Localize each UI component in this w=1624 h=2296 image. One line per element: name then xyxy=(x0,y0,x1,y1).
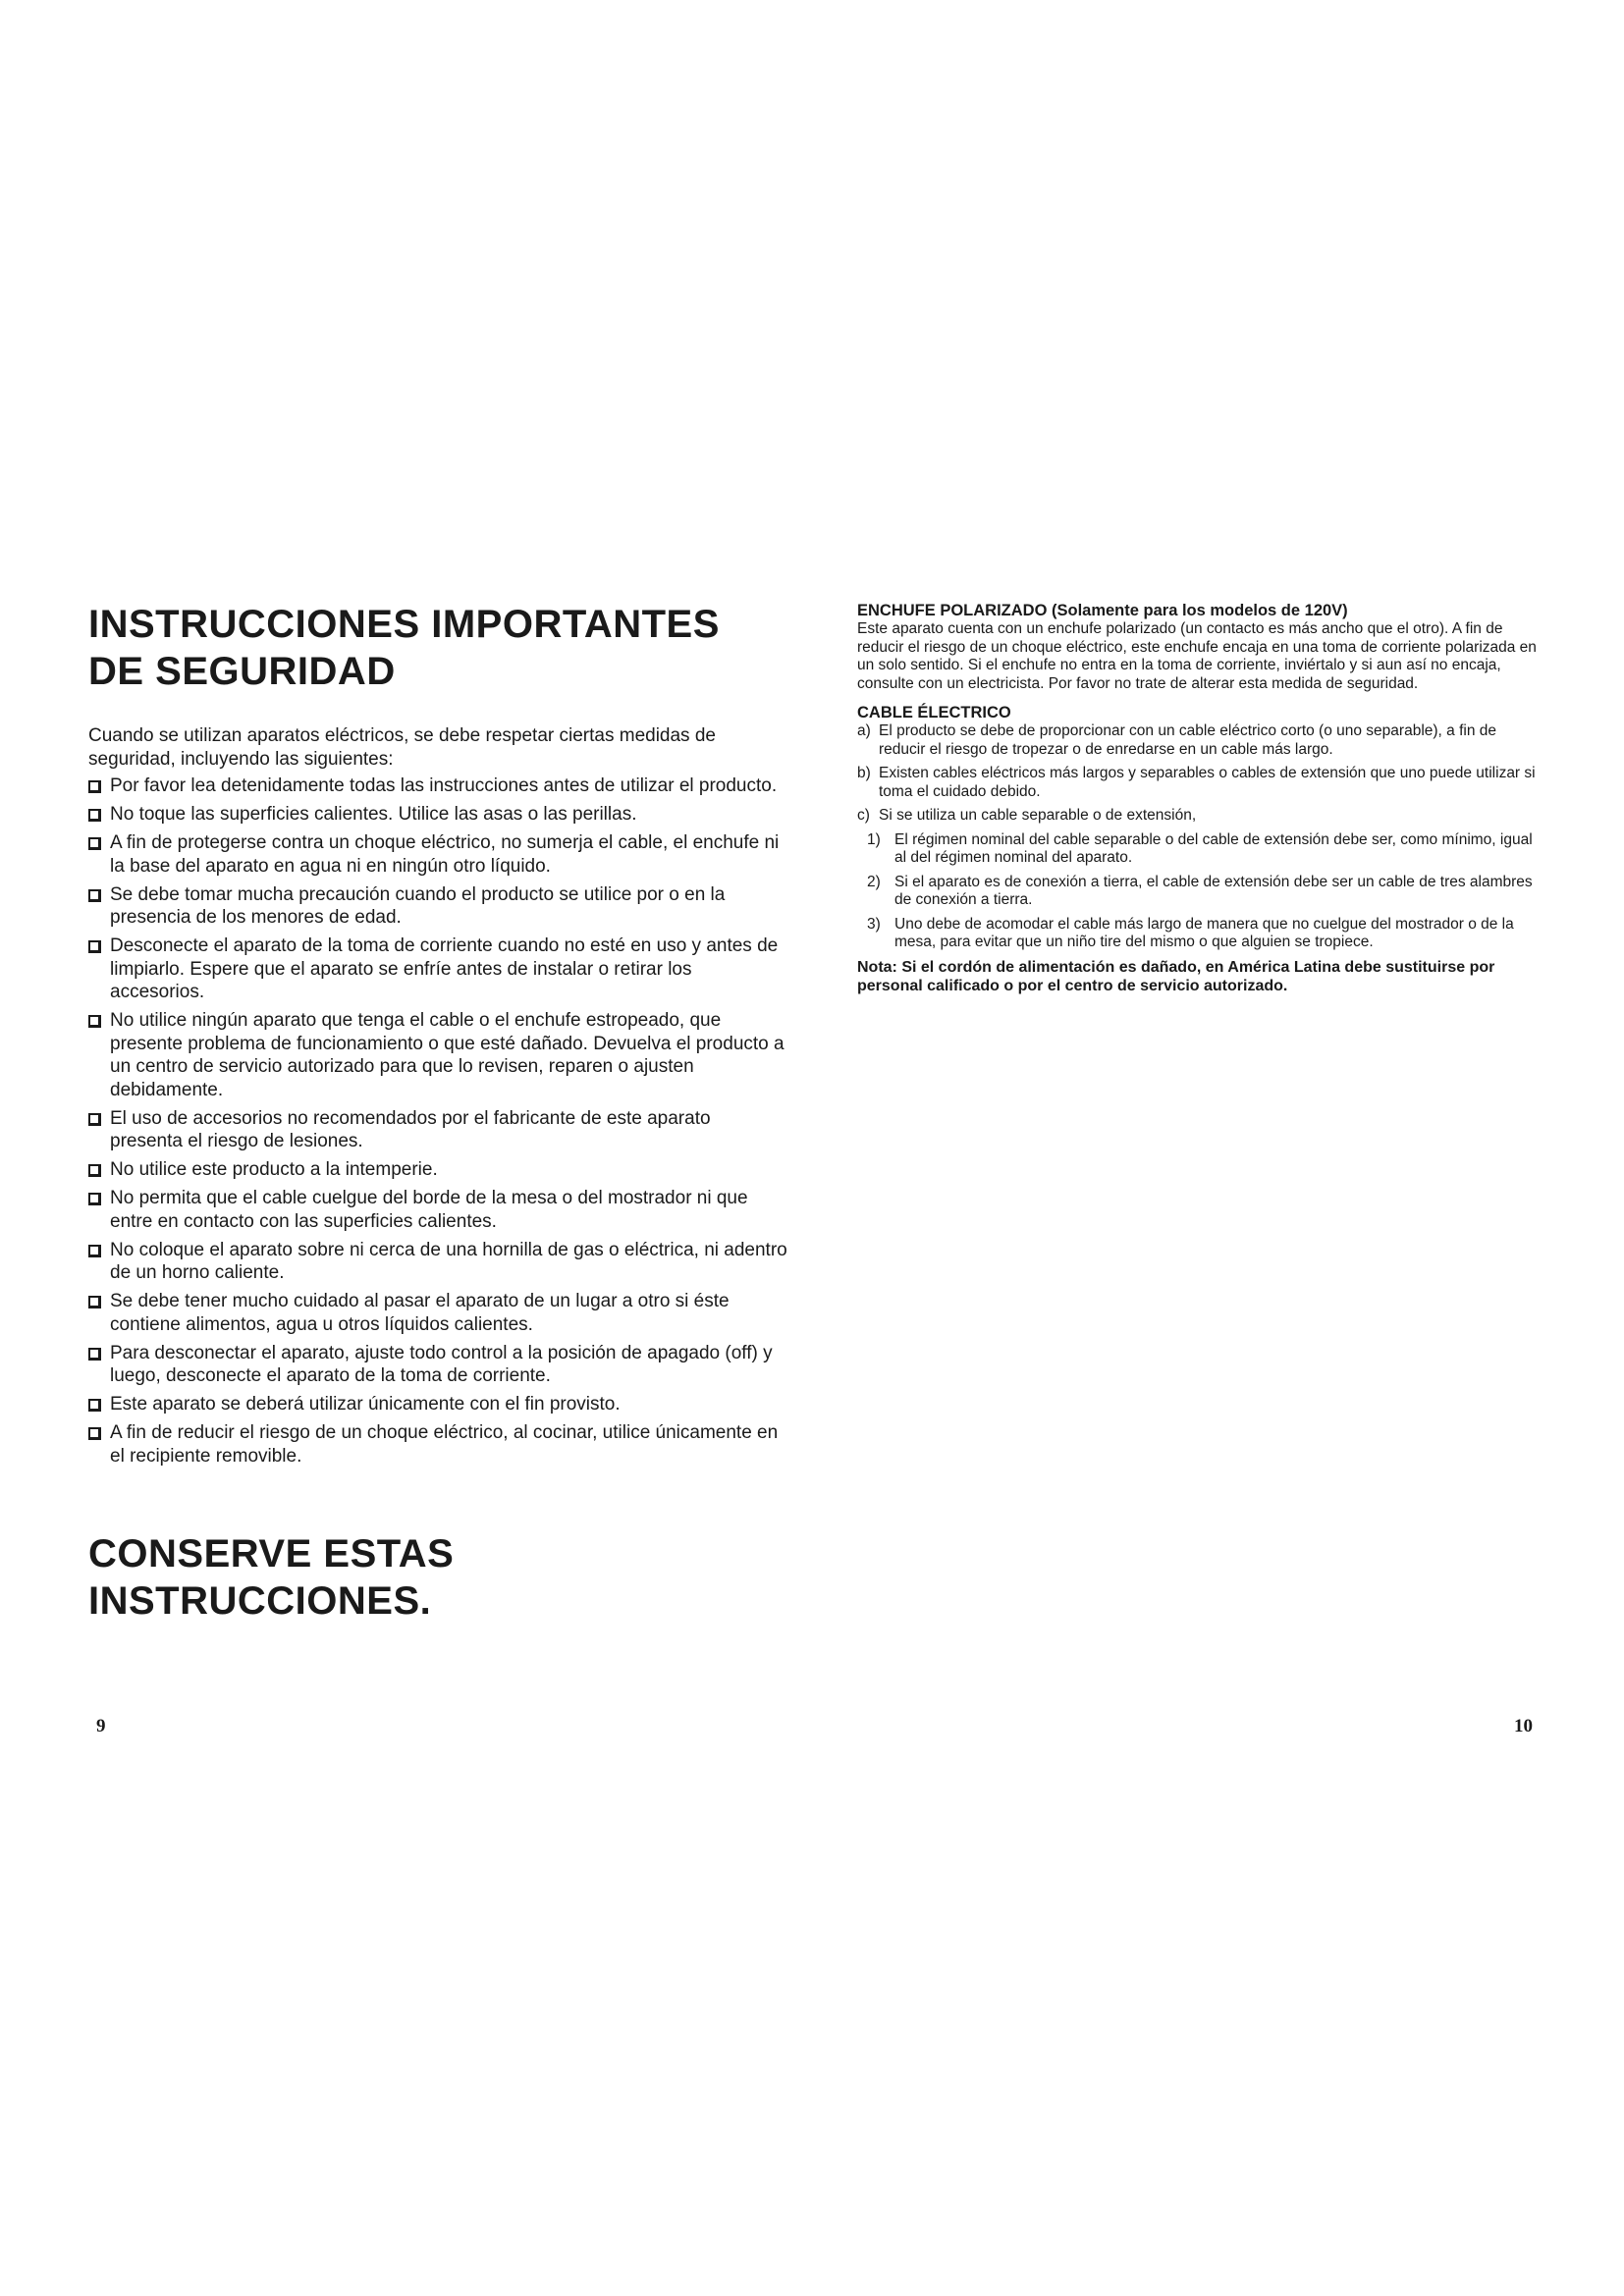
list-item: Se debe tener mucho cuidado al pasar el aparato de un lugar a otro si éste contiene alimentos, agua u otros líquidos calientes. xyxy=(88,1290,787,1336)
list-item: Por favor lea detenidamente todas las instrucciones antes de utilizar el producto. xyxy=(88,774,787,798)
checkbox-icon xyxy=(88,1348,101,1361)
checkbox-icon xyxy=(88,1113,101,1126)
list-item: No utilice ningún aparato que tenga el cable o el enchufe estropeado, que presente problema de funcionamiento o que esté dañado. Devuelva el producto a un centro de servicio autorizado para que lo revisen, reparen o ajusten debidamente. xyxy=(88,1009,787,1101)
checkbox-icon xyxy=(88,1399,101,1412)
safety-list xyxy=(88,774,787,1468)
checkbox-icon xyxy=(88,1164,101,1177)
list-item: Desconecte el aparato de la toma de corriente cuando no esté en uso y antes de limpiarlo. Espere que el aparato se enfríe antes de instalar o retirar los accesorios. xyxy=(88,934,787,1004)
conserve-heading: CONSERVE ESTAS INSTRUCCIONES. xyxy=(88,1532,455,1623)
checkbox-icon xyxy=(88,837,101,850)
cable-subitem-2: 2) Si el aparato es de conexión a tierra, el cable de extensión debe ser un cable de tres alambres de conexión a tierra. xyxy=(867,873,1533,908)
list-item: A fin de protegerse contra un choque eléctrico, no sumerja el cable, el enchufe ni la base del aparato en agua ni en ningún otro líquido. xyxy=(88,831,787,878)
list-item: Se debe tomar mucha precaución cuando el producto se utilice por o en la presencia de los menores de edad. xyxy=(88,883,787,930)
checkbox-icon xyxy=(88,1427,101,1440)
checkbox-icon xyxy=(88,1245,101,1257)
checkbox-icon xyxy=(88,809,101,822)
page-number-left: 9 xyxy=(96,1716,106,1736)
checkbox-icon xyxy=(88,940,101,953)
page-number-right: 10 xyxy=(1514,1716,1533,1736)
cable-heading: CABLE ÉLECTRICO xyxy=(857,704,1011,721)
list-item: No coloque el aparato sobre ni cerca de una hornilla de gas o eléctrica, ni adentro de un horno caliente. xyxy=(88,1239,787,1285)
plug-heading: ENCHUFE POLARIZADO (Solamente para los modelos de 120V) xyxy=(857,602,1348,619)
cable-subitem-1: 1) El régimen nominal del cable separable o del cable de extensión debe ser, como mínimo, igual al del régimen nominal del aparato. xyxy=(867,830,1533,866)
checkbox-icon xyxy=(88,1015,101,1028)
list-item: No toque las superficies calientes. Utilice las asas o las perillas. xyxy=(88,803,787,827)
checkbox-icon xyxy=(88,1193,101,1205)
intro-paragraph: Cuando se utilizan aparatos eléctricos, se debe respetar ciertas medidas de seguridad, incluyendo las siguientes: xyxy=(88,725,716,770)
list-item: A fin de reducir el riesgo de un choque eléctrico, al cocinar, utilice únicamente en el recipiente removible. xyxy=(88,1421,787,1468)
list-item: El uso de accesorios no recomendados por el fabricante de este aparato presenta el riesgo de lesiones. xyxy=(88,1107,787,1153)
checkbox-icon xyxy=(88,889,101,902)
right-page xyxy=(857,601,1544,995)
list-item: No utilice este producto a la intemperie. xyxy=(88,1158,787,1182)
list-item: Este aparato se deberá utilizar únicamente con el fin provisto. xyxy=(88,1393,787,1416)
cable-subitem-3: 3) Uno debe de acomodar el cable más largo de manera que no cuelgue del mostrador o de la mesa, para evitar que un niño tire del mismo o que alguien se tropiece. xyxy=(867,915,1514,950)
checkbox-icon xyxy=(88,1296,101,1308)
cable-item-c: c) Si se utiliza un cable separable o de extensión, xyxy=(857,807,1197,824)
checkbox-icon xyxy=(88,780,101,793)
cable-item-b: b) Existen cables eléctricos más largos y separables o cables de extensión que uno puede utilizar si toma el cuidado debido. xyxy=(857,765,1536,800)
safety-title: INSTRUCCIONES IMPORTANTES DE SEGURIDAD xyxy=(88,603,720,693)
plug-paragraph: Este aparato cuenta con un enchufe polarizado (un contacto es más ancho que el otro). A fin de reducir el riesgo de un choque eléctrico, este enchufe encaja en una toma de corriente polarizada en un solo sentido. Si el enchufe no entra en la toma de corriente, inviértalo y si aun así no encaja, consulte con un electricista. Por favor no trate de alterar esta medida de seguridad. xyxy=(857,620,1537,692)
left-page xyxy=(88,601,787,1473)
note-paragraph: Nota: Si el cordón de alimentación es dañado, en América Latina debe sustituirse por personal calificado o por el centro de servicio autorizado. xyxy=(857,958,1495,994)
list-item: No permita que el cable cuelgue del borde de la mesa o del mostrador ni que entre en contacto con las superficies calientes. xyxy=(88,1187,787,1233)
cable-item-a: a) El producto se debe de proporcionar con un cable eléctrico corto (o uno separable), a fin de reducir el riesgo de tropezar o de enredarse en un cable más largo. xyxy=(857,722,1496,758)
list-item: Para desconectar el aparato, ajuste todo control a la posición de apagado (off) y luego, desconecte el aparato de la toma de corriente. xyxy=(88,1342,787,1388)
